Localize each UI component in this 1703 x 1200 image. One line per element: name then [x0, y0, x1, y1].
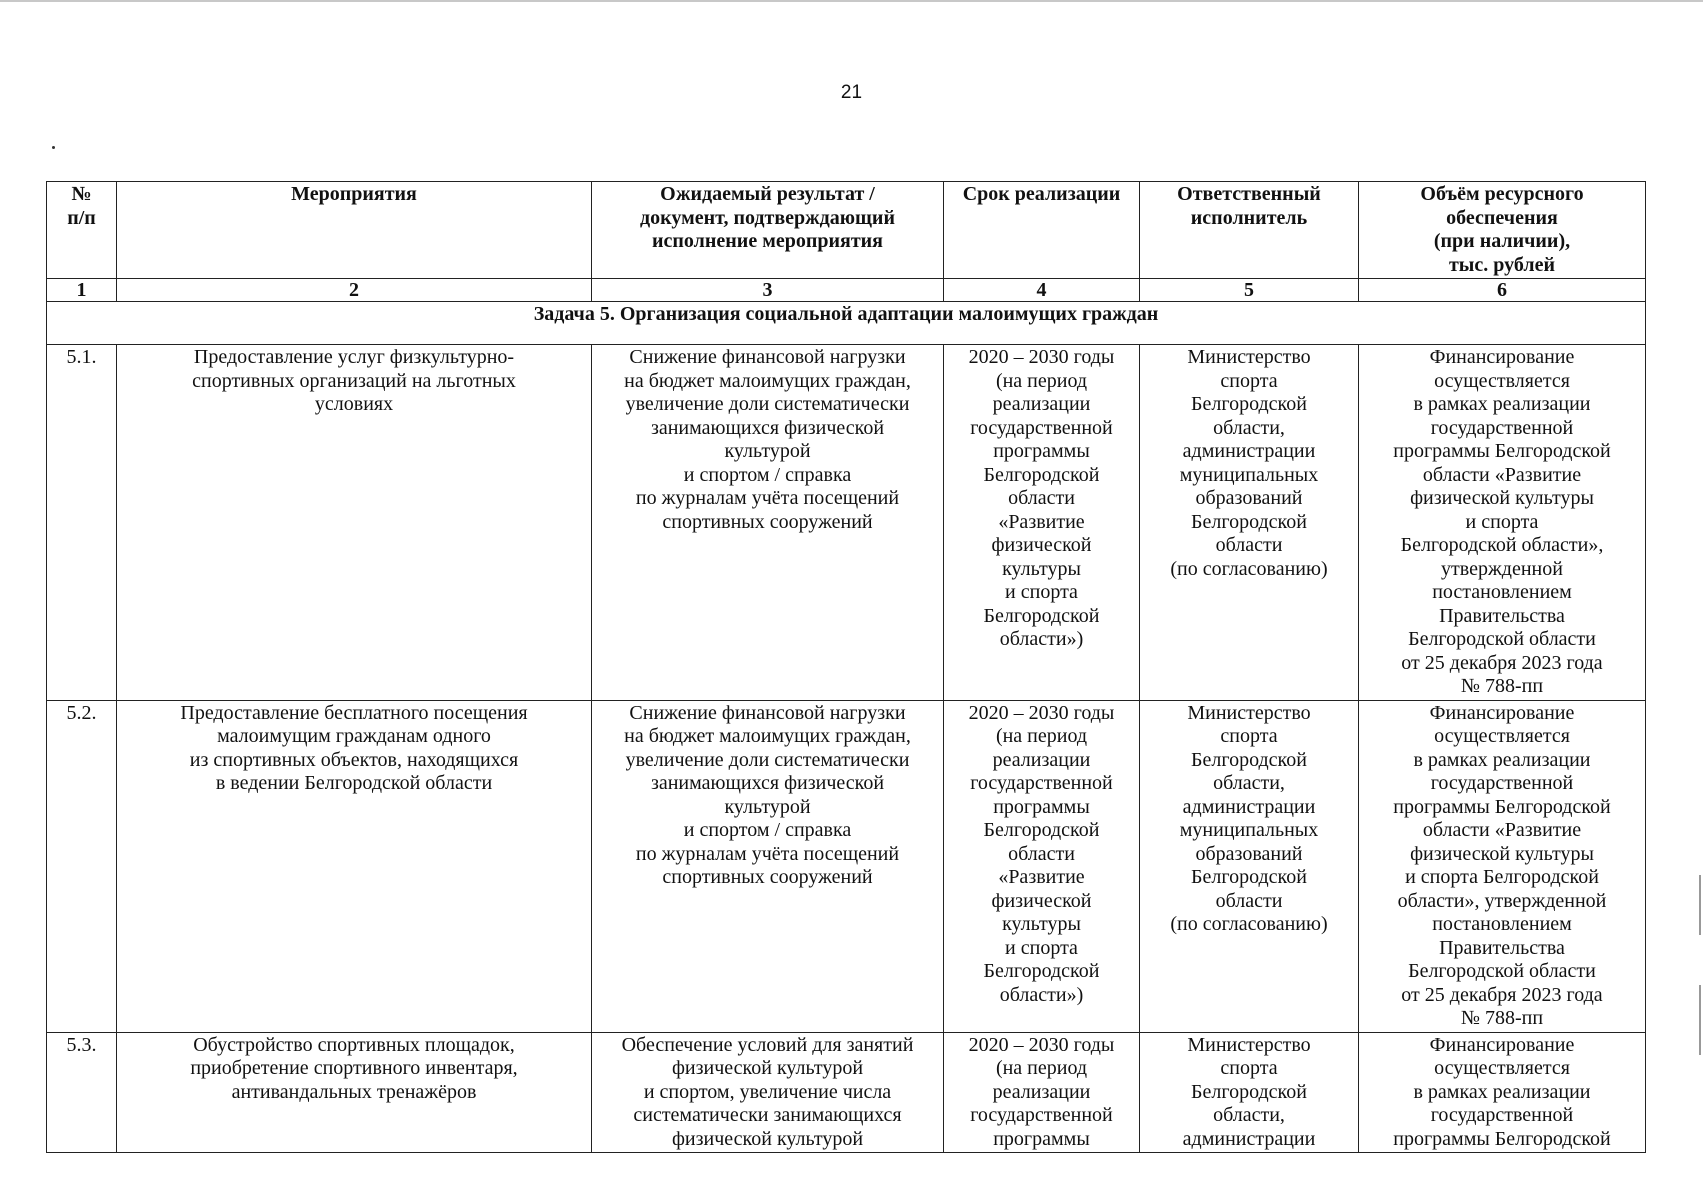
cell-line: и спортом / справка — [683, 819, 852, 841]
table-row — [47, 1032, 1646, 1153]
cell-line: на бюджет малоимущих граждан, — [624, 369, 911, 392]
cell-line: и спортом / справка — [683, 463, 852, 486]
cell-line: спортивных сооружений — [662, 866, 873, 888]
term-cell — [944, 1032, 1140, 1153]
cell-line: занимающихся физической — [650, 772, 885, 794]
cell-line: осуществляется — [1434, 725, 1570, 747]
cell-line: Финансирование — [1429, 1033, 1575, 1056]
cell-line: 2020 – 2030 годы — [968, 701, 1115, 724]
cell-line: малоимущим гражданам одного — [217, 725, 491, 747]
cell-line: и спорта — [1005, 936, 1078, 959]
activity-cell — [117, 700, 592, 1032]
cell-line: Снижение финансовой нагрузки — [629, 701, 906, 724]
cell-line: муниципальных — [1179, 819, 1319, 841]
cell-line: (на период — [995, 1057, 1088, 1079]
cell-line: по журналам учёта посещений — [635, 842, 900, 865]
cell-line: Белгородской — [1191, 1080, 1307, 1103]
cell-line: спорта — [1220, 369, 1278, 392]
cell-line: (на период — [995, 369, 1088, 392]
cell-line: культуры — [1002, 557, 1081, 580]
cell-line: области — [1215, 534, 1283, 556]
result-cell — [592, 345, 944, 701]
cell-line: муниципальных — [1179, 463, 1319, 486]
cell-line: реализации — [992, 1080, 1091, 1103]
cell-line: администрации — [1182, 795, 1316, 818]
cell-line: физической культуры — [1410, 842, 1594, 865]
cell-line: области «Развитие — [1422, 819, 1582, 841]
cell-line: № 788-пп — [1460, 1007, 1544, 1029]
cell-line: спорта — [1220, 1057, 1278, 1079]
cell-line: области, — [1213, 772, 1285, 794]
cell-line: программы Белгородской — [1393, 795, 1611, 818]
cell-line: Правительства — [1439, 936, 1565, 959]
cell-line: в рамках реализации — [1413, 1080, 1591, 1103]
cell-line: администрации — [1182, 1127, 1316, 1150]
scan-edge-mark — [1699, 875, 1701, 935]
cell-line: Министерство — [1187, 346, 1311, 368]
result-cell — [592, 700, 944, 1032]
cell-line: программы Белгородской — [1393, 1127, 1611, 1150]
cell-line: увеличение доли систематически — [625, 393, 910, 415]
cell-line: по журналам учёта посещений — [635, 487, 900, 509]
cell-line: администрации — [1182, 440, 1316, 462]
cell-line: программы — [993, 795, 1090, 818]
column-number: 6 — [1359, 279, 1646, 302]
table-row — [47, 700, 1646, 1032]
cell-line: физической — [991, 534, 1092, 556]
task-title: Задача 5. Организация социальной адаптации малоимущих граждан — [47, 302, 1646, 345]
cell-line: Белгородской — [983, 819, 1100, 841]
row-number: 5.2. — [47, 700, 117, 1032]
cell-line: Предоставление услуг физкультурно- — [193, 346, 515, 368]
cell-line: от 25 декабря 2023 года — [1401, 651, 1603, 674]
cell-line: в рамках реализации — [1413, 393, 1591, 415]
cell-line: (по согласованию) — [1170, 557, 1328, 580]
cell-line: физической культуры — [1410, 487, 1594, 509]
cell-line: культурой — [724, 795, 811, 818]
executor-cell — [1140, 700, 1359, 1032]
cell-line: (по согласованию) — [1170, 913, 1328, 935]
cell-line: государственной — [970, 772, 1113, 794]
cell-line: занимающихся физической — [650, 416, 885, 439]
cell-line: из спортивных объектов, находящихся — [189, 748, 519, 771]
header-cell-resources: Объём ресурсного обеспечения (при наличии), тыс. рублей — [1359, 182, 1646, 279]
header-cell-executor: Ответственный исполнитель — [1140, 182, 1359, 279]
column-number-row — [47, 279, 1646, 302]
cell-line: и спорта — [1005, 581, 1078, 603]
cell-line: «Развитие — [998, 866, 1085, 888]
scan-edge-mark — [1699, 985, 1701, 1055]
cell-line: Белгородской — [1191, 866, 1307, 888]
cell-line: Белгородской — [983, 960, 1100, 982]
cell-line: постановлением — [1432, 913, 1572, 935]
column-number: 5 — [1140, 279, 1359, 302]
cell-line: (на период — [995, 725, 1088, 747]
cell-line: в ведении Белгородской области — [215, 772, 493, 794]
cell-line: программы Белгородской — [1393, 440, 1611, 462]
cell-line: области, — [1213, 416, 1285, 439]
cell-line: условиях — [314, 393, 394, 415]
cell-line: области») — [999, 983, 1084, 1006]
cell-line: на бюджет малоимущих граждан, — [624, 725, 911, 747]
header-cell-number: № п/п — [47, 182, 117, 279]
cell-line: Министерство — [1187, 1033, 1311, 1056]
executor-cell — [1140, 1032, 1359, 1153]
activity-cell — [117, 345, 592, 701]
cell-line: Финансирование — [1429, 346, 1575, 368]
column-number: 1 — [47, 279, 117, 302]
cell-line: Министерство — [1187, 701, 1311, 724]
cell-line: приобретение спортивного инвентаря, — [190, 1057, 518, 1079]
row-number: 5.1. — [47, 345, 117, 701]
cell-line: спорта — [1220, 725, 1278, 747]
cell-line: систематически занимающихся — [633, 1104, 902, 1126]
resources-cell — [1359, 700, 1646, 1032]
cell-line: физической — [991, 889, 1092, 912]
cell-line: области — [1008, 487, 1075, 509]
cell-line: Белгородской области — [1408, 960, 1596, 982]
cell-line: реализации — [992, 393, 1091, 415]
term-cell — [944, 700, 1140, 1032]
page-top-edge — [0, 0, 1703, 2]
cell-line: области, — [1213, 1104, 1285, 1126]
cell-line: реализации — [992, 748, 1091, 771]
cell-line: государственной — [970, 416, 1113, 439]
cell-line: области») — [999, 628, 1084, 650]
cell-line: антивандальных тренажёров — [231, 1080, 477, 1103]
cell-line: области «Развитие — [1422, 463, 1582, 486]
cell-line: программы — [993, 440, 1090, 462]
column-number: 2 — [117, 279, 592, 302]
cell-line: осуществляется — [1434, 1057, 1570, 1079]
cell-line: государственной — [970, 1104, 1113, 1126]
table-row — [47, 345, 1646, 701]
cell-line: постановлением — [1432, 581, 1572, 603]
resources-cell — [1359, 1032, 1646, 1153]
column-number: 3 — [592, 279, 944, 302]
cell-line: спортивных организаций на льготных — [192, 369, 516, 392]
cell-line: Снижение финансовой нагрузки — [629, 346, 906, 368]
cell-line: культуры — [1002, 913, 1081, 935]
cell-line: государственной — [1430, 416, 1574, 439]
cell-line: Белгородской — [1191, 393, 1307, 415]
cell-line: Белгородской — [1191, 510, 1307, 533]
cell-line: образований — [1195, 487, 1303, 509]
cell-line: утвержденной — [1441, 557, 1563, 580]
cell-line: Белгородской области», — [1400, 534, 1604, 556]
column-number: 4 — [944, 279, 1140, 302]
term-cell — [944, 345, 1140, 701]
cell-line: Обустройство спортивных площадок, — [193, 1033, 515, 1056]
executor-cell — [1140, 345, 1359, 701]
cell-line: спортивных сооружений — [662, 510, 873, 533]
stray-dot-mark — [52, 146, 55, 149]
cell-line: образований — [1195, 842, 1303, 865]
header-cell-activity: Мероприятия — [117, 182, 592, 279]
row-number: 5.3. — [47, 1032, 117, 1153]
resources-cell — [1359, 345, 1646, 701]
activity-cell — [117, 1032, 592, 1153]
cell-line: и спорта — [1465, 510, 1539, 533]
cell-line: физической культурой — [671, 1057, 864, 1079]
cell-line: Финансирование — [1429, 701, 1575, 724]
cell-line: «Развитие — [998, 510, 1085, 533]
activities-table — [46, 181, 1646, 1153]
cell-line: и спорта Белгородской — [1405, 866, 1599, 888]
task-heading-row — [47, 302, 1646, 345]
header-cell-result: Ожидаемый результат / документ, подтверждающий исполнение мероприятия — [592, 182, 944, 279]
cell-line: и спортом, увеличение числа — [643, 1080, 892, 1103]
cell-line: Обеспечение условий для занятий — [621, 1033, 914, 1056]
cell-line: области — [1215, 889, 1283, 912]
cell-line: государственной — [1430, 772, 1574, 794]
page-number: 21 — [840, 82, 863, 103]
cell-line: от 25 декабря 2023 года — [1401, 983, 1603, 1006]
cell-line: Белгородской — [1191, 748, 1307, 771]
cell-line: области», утвержденной — [1397, 889, 1607, 912]
cell-line: области — [1008, 842, 1075, 865]
cell-line: в рамках реализации — [1413, 748, 1591, 771]
cell-line: 2020 – 2030 годы — [968, 1033, 1115, 1056]
cell-line: государственной — [1430, 1104, 1574, 1126]
table-header-row — [47, 182, 1646, 279]
cell-line: Белгородской области — [1408, 628, 1596, 650]
result-cell — [592, 1032, 944, 1153]
cell-line: 2020 – 2030 годы — [968, 346, 1115, 368]
cell-line: программы — [993, 1127, 1090, 1150]
header-cell-term: Срок реализации — [944, 182, 1140, 279]
cell-line: Белгородской — [983, 604, 1100, 627]
cell-line: Белгородской — [983, 463, 1100, 486]
cell-line: Предоставление бесплатного посещения — [180, 701, 528, 724]
cell-line: Правительства — [1439, 604, 1565, 627]
cell-line: увеличение доли систематически — [625, 748, 910, 771]
cell-line: культурой — [724, 440, 811, 462]
cell-line: № 788-пп — [1460, 675, 1544, 697]
cell-line: физической культурой — [671, 1127, 864, 1150]
cell-line: осуществляется — [1434, 369, 1570, 392]
